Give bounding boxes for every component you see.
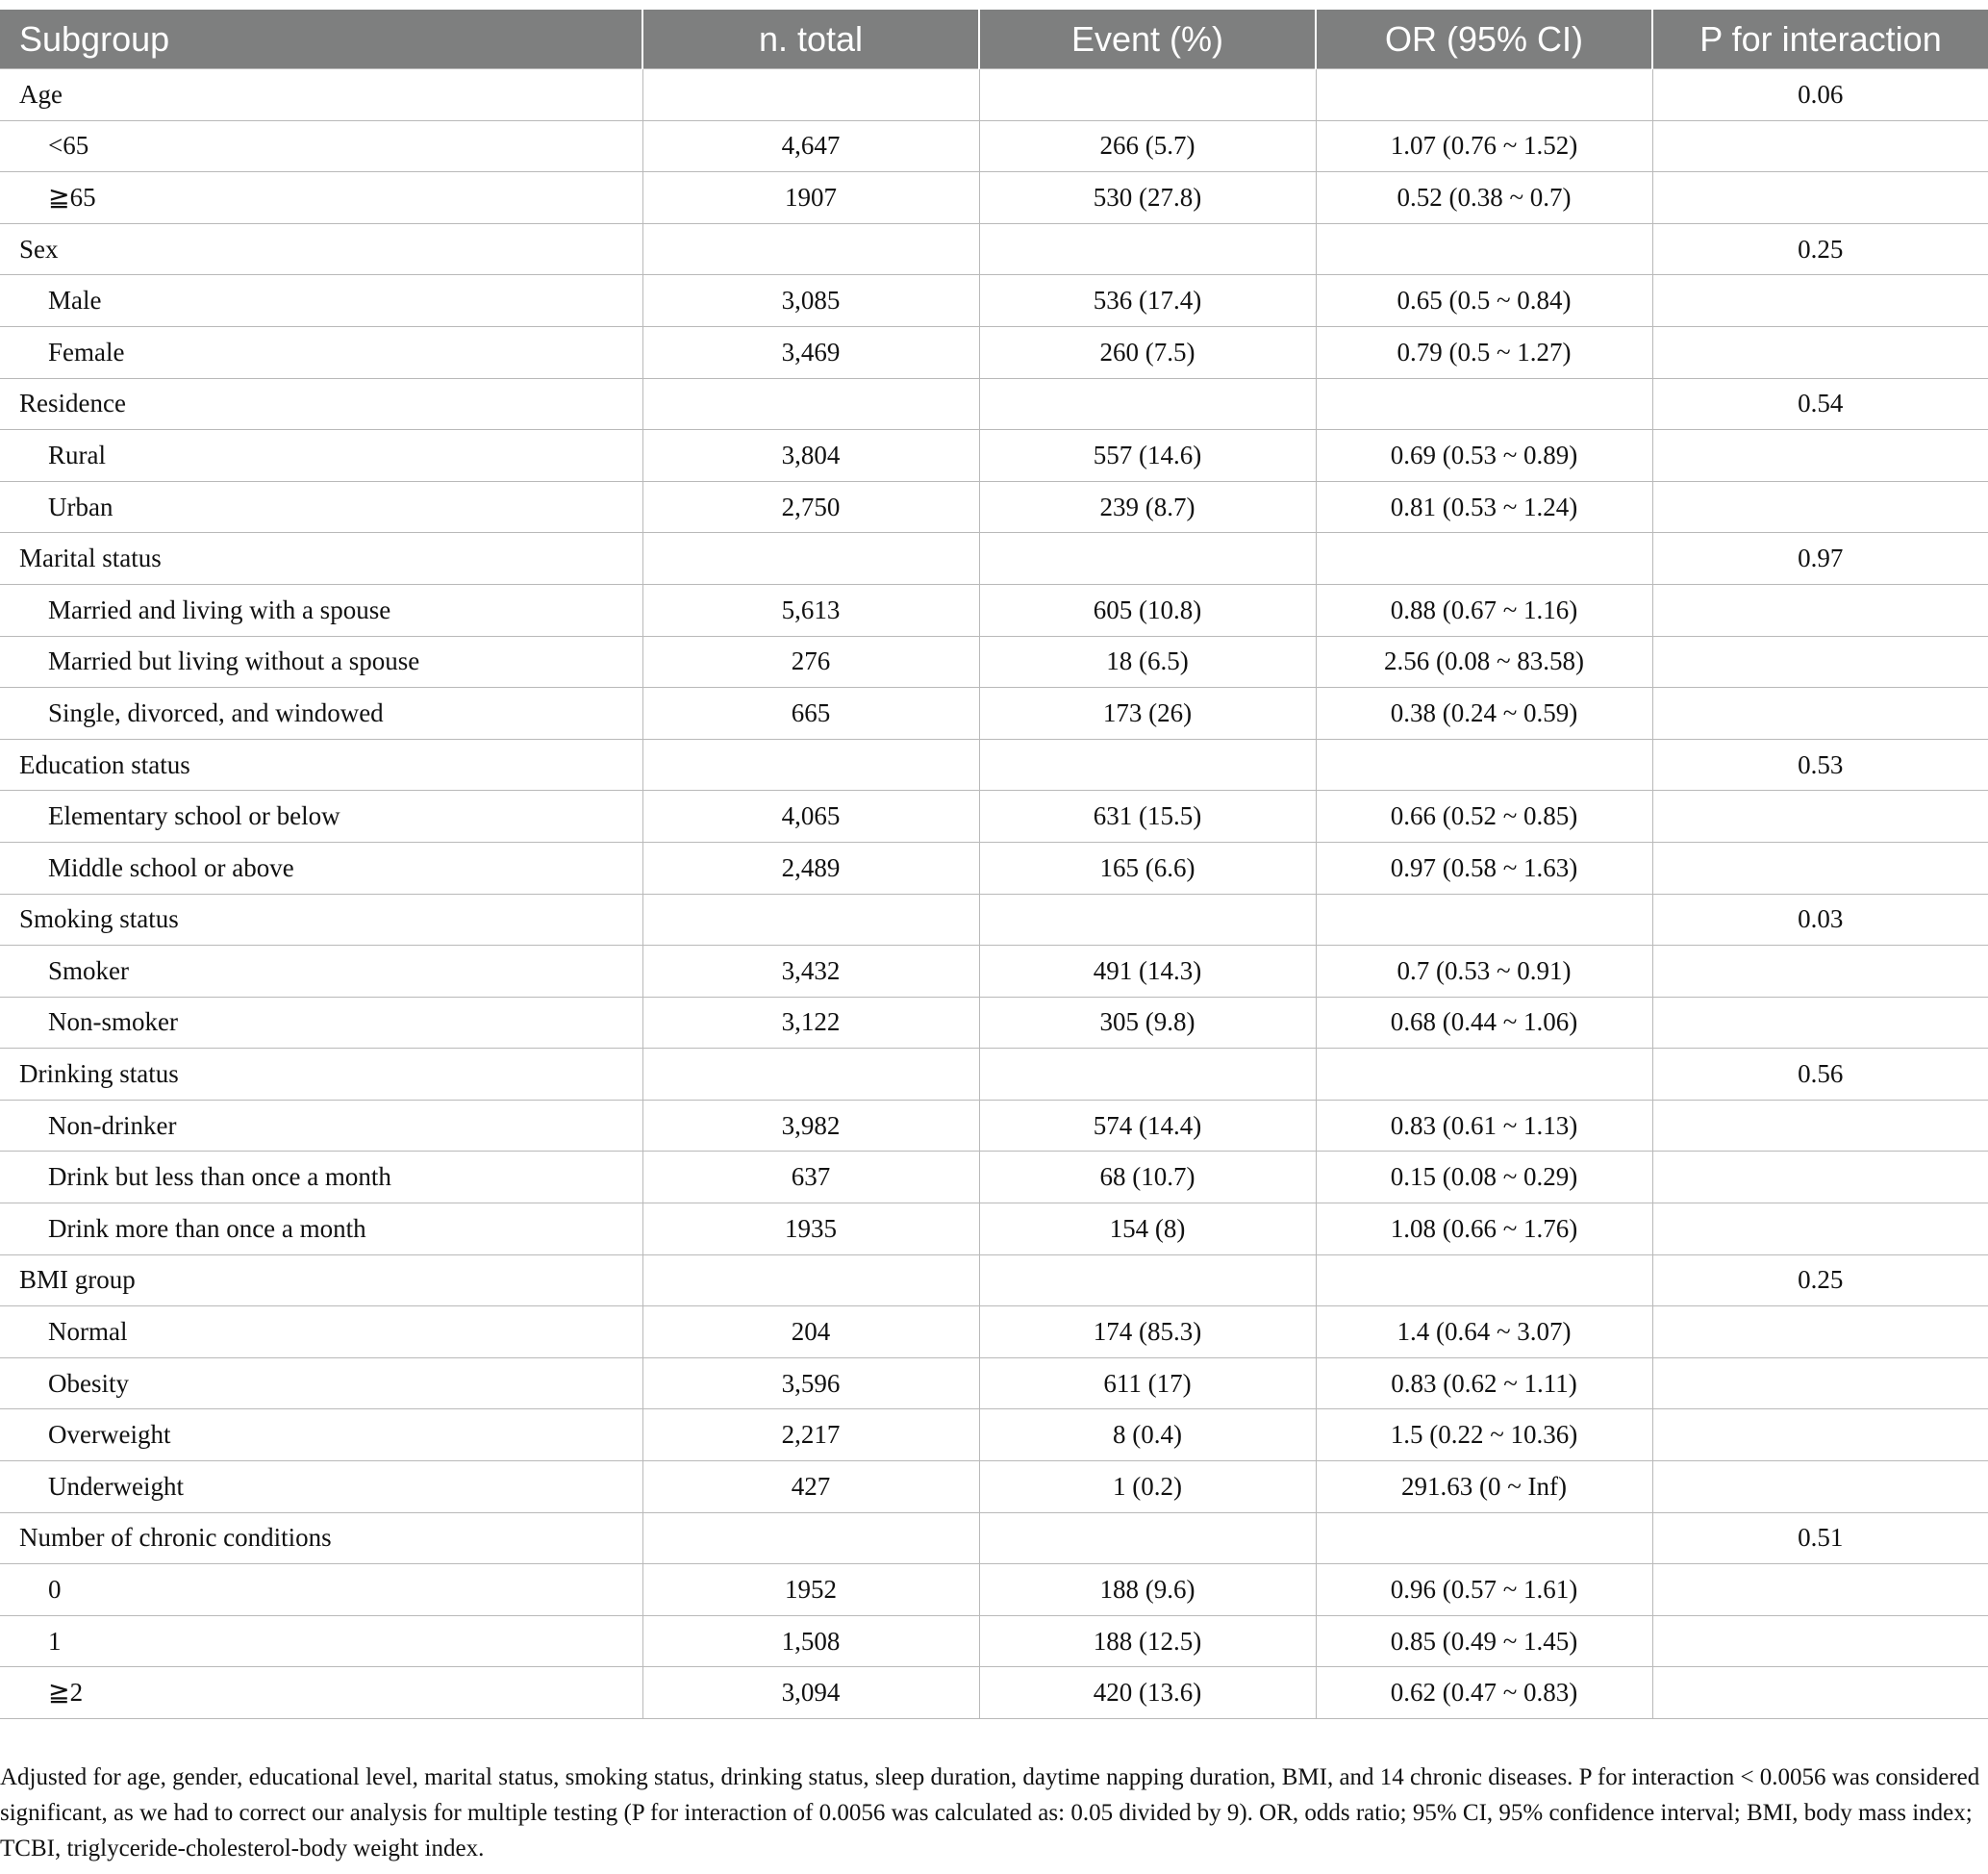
event-cell: 605 (10.8) bbox=[979, 584, 1316, 636]
n-total-cell: 2,217 bbox=[642, 1409, 979, 1461]
event-cell bbox=[979, 1254, 1316, 1306]
subgroup-row bbox=[0, 584, 1988, 636]
event-cell: 1 (0.2) bbox=[979, 1461, 1316, 1513]
p-interaction-cell: 0.25 bbox=[1652, 1254, 1988, 1306]
group-row bbox=[0, 1512, 1988, 1564]
subgroup-row bbox=[0, 1667, 1988, 1719]
subgroup-cell: Non-smoker bbox=[0, 997, 642, 1049]
event-cell: 611 (17) bbox=[979, 1357, 1316, 1409]
n-total-cell: 3,085 bbox=[642, 275, 979, 327]
subgroup-cell: Elementary school or below bbox=[0, 791, 642, 843]
or-ci-cell: 1.07 (0.76 ~ 1.52) bbox=[1316, 120, 1652, 172]
p-interaction-cell bbox=[1652, 1100, 1988, 1152]
p-interaction-cell bbox=[1652, 1152, 1988, 1203]
or-ci-cell: 2.56 (0.08 ~ 83.58) bbox=[1316, 636, 1652, 688]
event-cell: 536 (17.4) bbox=[979, 275, 1316, 327]
or-ci-cell: 0.81 (0.53 ~ 1.24) bbox=[1316, 481, 1652, 533]
subgroup-row bbox=[0, 481, 1988, 533]
subgroup-cell: Overweight bbox=[0, 1409, 642, 1461]
n-total-cell: 3,122 bbox=[642, 997, 979, 1049]
n-total-cell: 276 bbox=[642, 636, 979, 688]
event-cell: 8 (0.4) bbox=[979, 1409, 1316, 1461]
p-interaction-cell bbox=[1652, 997, 1988, 1049]
header-or-ci: OR (95% CI) bbox=[1316, 10, 1652, 69]
n-total-cell bbox=[642, 378, 979, 430]
subgroup-cell: Single, divorced, and windowed bbox=[0, 688, 642, 740]
event-cell: 174 (85.3) bbox=[979, 1306, 1316, 1358]
n-total-cell bbox=[642, 1049, 979, 1101]
p-interaction-cell bbox=[1652, 1306, 1988, 1358]
or-ci-cell: 0.83 (0.61 ~ 1.13) bbox=[1316, 1100, 1652, 1152]
event-cell: 530 (27.8) bbox=[979, 172, 1316, 224]
n-total-cell: 3,432 bbox=[642, 946, 979, 998]
event-cell: 305 (9.8) bbox=[979, 997, 1316, 1049]
subgroup-cell: Residence bbox=[0, 378, 642, 430]
n-total-cell bbox=[642, 739, 979, 791]
subgroup-cell: Underweight bbox=[0, 1461, 642, 1513]
p-interaction-cell bbox=[1652, 430, 1988, 482]
subgroup-row bbox=[0, 688, 1988, 740]
or-ci-cell: 0.83 (0.62 ~ 1.11) bbox=[1316, 1357, 1652, 1409]
or-ci-cell bbox=[1316, 1254, 1652, 1306]
subgroup-cell: Drink more than once a month bbox=[0, 1203, 642, 1255]
or-ci-cell: 0.69 (0.53 ~ 0.89) bbox=[1316, 430, 1652, 482]
event-cell bbox=[979, 1512, 1316, 1564]
or-ci-cell: 0.15 (0.08 ~ 0.29) bbox=[1316, 1152, 1652, 1203]
header-p-interaction: P for interaction bbox=[1652, 10, 1988, 69]
or-ci-cell: 0.65 (0.5 ~ 0.84) bbox=[1316, 275, 1652, 327]
n-total-cell: 2,750 bbox=[642, 481, 979, 533]
subgroup-cell: Non-drinker bbox=[0, 1100, 642, 1152]
or-ci-cell: 1.08 (0.66 ~ 1.76) bbox=[1316, 1203, 1652, 1255]
n-total-cell: 665 bbox=[642, 688, 979, 740]
or-ci-cell: 0.62 (0.47 ~ 0.83) bbox=[1316, 1667, 1652, 1719]
or-ci-cell: 0.38 (0.24 ~ 0.59) bbox=[1316, 688, 1652, 740]
subgroup-cell: Drinking status bbox=[0, 1049, 642, 1101]
subgroup-analysis-table-container bbox=[0, 10, 1988, 1719]
subgroup-cell: Drink but less than once a month bbox=[0, 1152, 642, 1203]
group-row bbox=[0, 894, 1988, 946]
subgroup-row bbox=[0, 946, 1988, 998]
subgroup-row bbox=[0, 172, 1988, 224]
subgroup-cell: BMI group bbox=[0, 1254, 642, 1306]
or-ci-cell: 0.96 (0.57 ~ 1.61) bbox=[1316, 1564, 1652, 1616]
p-interaction-cell bbox=[1652, 1564, 1988, 1616]
p-interaction-cell bbox=[1652, 1667, 1988, 1719]
event-cell: 188 (12.5) bbox=[979, 1615, 1316, 1667]
p-interaction-cell bbox=[1652, 275, 1988, 327]
subgroup-cell: Age bbox=[0, 69, 642, 121]
table-footnote: Adjusted for age, gender, educational level, marital status, smoking status, drinking status, sleep duration, daytime napping duration, BMI, and 14 chronic diseases. P for interaction < 0.0056 was considered significant, as we had to correct our analysis for multiple testing (P for interaction of 0.0056 was calculated as: 0.05 divided by 9). OR, odds ratio; 95% CI, 95% confidence interval; BMI, body mass index; TCBI, triglyceride-cholesterol-body weight index. bbox=[0, 1764, 1980, 1861]
or-ci-cell: 1.5 (0.22 ~ 10.36) bbox=[1316, 1409, 1652, 1461]
p-interaction-cell bbox=[1652, 688, 1988, 740]
n-total-cell bbox=[642, 223, 979, 275]
or-ci-cell: 1.4 (0.64 ~ 3.07) bbox=[1316, 1306, 1652, 1358]
header-row bbox=[0, 10, 1988, 69]
p-interaction-cell: 0.97 bbox=[1652, 533, 1988, 585]
p-interaction-cell: 0.06 bbox=[1652, 69, 1988, 121]
p-interaction-cell: 0.56 bbox=[1652, 1049, 1988, 1101]
event-cell bbox=[979, 223, 1316, 275]
group-row bbox=[0, 378, 1988, 430]
header-event-percent: Event (%) bbox=[979, 10, 1316, 69]
group-row bbox=[0, 1049, 1988, 1101]
subgroup-cell: Urban bbox=[0, 481, 642, 533]
subgroup-cell: ≧2 bbox=[0, 1667, 642, 1719]
event-cell: 491 (14.3) bbox=[979, 946, 1316, 998]
group-row bbox=[0, 533, 1988, 585]
n-total-cell: 1,508 bbox=[642, 1615, 979, 1667]
table-body bbox=[0, 69, 1988, 1719]
n-total-cell: 3,469 bbox=[642, 326, 979, 378]
event-cell: 266 (5.7) bbox=[979, 120, 1316, 172]
p-interaction-cell: 0.25 bbox=[1652, 223, 1988, 275]
subgroup-row bbox=[0, 1357, 1988, 1409]
p-interaction-cell bbox=[1652, 1203, 1988, 1255]
table-header bbox=[0, 10, 1988, 69]
n-total-cell bbox=[642, 69, 979, 121]
subgroup-cell: Female bbox=[0, 326, 642, 378]
p-interaction-cell bbox=[1652, 584, 1988, 636]
subgroup-cell: 0 bbox=[0, 1564, 642, 1616]
subgroup-cell: Married and living with a spouse bbox=[0, 584, 642, 636]
n-total-cell: 1935 bbox=[642, 1203, 979, 1255]
subgroup-row bbox=[0, 997, 1988, 1049]
or-ci-cell: 0.52 (0.38 ~ 0.7) bbox=[1316, 172, 1652, 224]
n-total-cell bbox=[642, 1512, 979, 1564]
event-cell bbox=[979, 533, 1316, 585]
p-interaction-cell bbox=[1652, 1357, 1988, 1409]
subgroup-row bbox=[0, 430, 1988, 482]
p-interaction-cell bbox=[1652, 636, 1988, 688]
n-total-cell: 3,982 bbox=[642, 1100, 979, 1152]
or-ci-cell bbox=[1316, 894, 1652, 946]
subgroup-row bbox=[0, 1100, 1988, 1152]
or-ci-cell bbox=[1316, 1512, 1652, 1564]
subgroup-row bbox=[0, 120, 1988, 172]
subgroup-cell: Normal bbox=[0, 1306, 642, 1358]
or-ci-cell: 0.7 (0.53 ~ 0.91) bbox=[1316, 946, 1652, 998]
n-total-cell: 4,647 bbox=[642, 120, 979, 172]
p-interaction-cell: 0.51 bbox=[1652, 1512, 1988, 1564]
p-interaction-cell: 0.53 bbox=[1652, 739, 1988, 791]
or-ci-cell bbox=[1316, 739, 1652, 791]
group-row bbox=[0, 223, 1988, 275]
or-ci-cell bbox=[1316, 1049, 1652, 1101]
subgroup-cell: 1 bbox=[0, 1615, 642, 1667]
or-ci-cell: 0.79 (0.5 ~ 1.27) bbox=[1316, 326, 1652, 378]
subgroup-row bbox=[0, 1152, 1988, 1203]
n-total-cell bbox=[642, 894, 979, 946]
event-cell bbox=[979, 378, 1316, 430]
group-row bbox=[0, 69, 1988, 121]
header-n-total: n. total bbox=[642, 10, 979, 69]
event-cell bbox=[979, 1049, 1316, 1101]
n-total-cell: 1907 bbox=[642, 172, 979, 224]
subgroup-cell: Middle school or above bbox=[0, 842, 642, 894]
event-cell: 154 (8) bbox=[979, 1203, 1316, 1255]
group-row bbox=[0, 1254, 1988, 1306]
n-total-cell bbox=[642, 1254, 979, 1306]
or-ci-cell bbox=[1316, 223, 1652, 275]
event-cell: 188 (9.6) bbox=[979, 1564, 1316, 1616]
or-ci-cell: 0.68 (0.44 ~ 1.06) bbox=[1316, 997, 1652, 1049]
event-cell: 574 (14.4) bbox=[979, 1100, 1316, 1152]
p-interaction-cell bbox=[1652, 481, 1988, 533]
p-interaction-cell bbox=[1652, 946, 1988, 998]
subgroup-row bbox=[0, 842, 1988, 894]
event-cell: 260 (7.5) bbox=[979, 326, 1316, 378]
p-interaction-cell bbox=[1652, 842, 1988, 894]
p-interaction-cell bbox=[1652, 1461, 1988, 1513]
p-interaction-cell bbox=[1652, 172, 1988, 224]
subgroup-cell: Married but living without a spouse bbox=[0, 636, 642, 688]
subgroup-row bbox=[0, 636, 1988, 688]
p-interaction-cell bbox=[1652, 120, 1988, 172]
subgroup-cell: Male bbox=[0, 275, 642, 327]
p-interaction-cell bbox=[1652, 1409, 1988, 1461]
subgroup-cell: ≧65 bbox=[0, 172, 642, 224]
event-cell bbox=[979, 894, 1316, 946]
subgroup-cell: <65 bbox=[0, 120, 642, 172]
subgroup-row bbox=[0, 275, 1988, 327]
n-total-cell: 3,094 bbox=[642, 1667, 979, 1719]
n-total-cell bbox=[642, 533, 979, 585]
event-cell: 18 (6.5) bbox=[979, 636, 1316, 688]
subgroup-cell: Rural bbox=[0, 430, 642, 482]
p-interaction-cell bbox=[1652, 326, 1988, 378]
or-ci-cell: 0.66 (0.52 ~ 0.85) bbox=[1316, 791, 1652, 843]
or-ci-cell: 0.85 (0.49 ~ 1.45) bbox=[1316, 1615, 1652, 1667]
subgroup-cell: Sex bbox=[0, 223, 642, 275]
p-interaction-cell: 0.54 bbox=[1652, 378, 1988, 430]
or-ci-cell: 0.97 (0.58 ~ 1.63) bbox=[1316, 842, 1652, 894]
event-cell: 68 (10.7) bbox=[979, 1152, 1316, 1203]
n-total-cell: 4,065 bbox=[642, 791, 979, 843]
event-cell: 239 (8.7) bbox=[979, 481, 1316, 533]
event-cell: 173 (26) bbox=[979, 688, 1316, 740]
n-total-cell: 204 bbox=[642, 1306, 979, 1358]
subgroup-row bbox=[0, 326, 1988, 378]
or-ci-cell bbox=[1316, 378, 1652, 430]
event-cell: 557 (14.6) bbox=[979, 430, 1316, 482]
subgroup-cell: Education status bbox=[0, 739, 642, 791]
p-interaction-cell bbox=[1652, 791, 1988, 843]
n-total-cell: 5,613 bbox=[642, 584, 979, 636]
subgroup-cell: Smoking status bbox=[0, 894, 642, 946]
or-ci-cell bbox=[1316, 69, 1652, 121]
p-interaction-cell: 0.03 bbox=[1652, 894, 1988, 946]
subgroup-cell: Obesity bbox=[0, 1357, 642, 1409]
n-total-cell: 1952 bbox=[642, 1564, 979, 1616]
subgroup-row bbox=[0, 1306, 1988, 1358]
subgroup-row bbox=[0, 1203, 1988, 1255]
subgroup-row bbox=[0, 791, 1988, 843]
subgroup-row bbox=[0, 1564, 1988, 1616]
n-total-cell: 3,596 bbox=[642, 1357, 979, 1409]
event-cell: 165 (6.6) bbox=[979, 842, 1316, 894]
subgroup-cell: Smoker bbox=[0, 946, 642, 998]
subgroup-cell: Number of chronic conditions bbox=[0, 1512, 642, 1564]
group-row bbox=[0, 739, 1988, 791]
n-total-cell: 637 bbox=[642, 1152, 979, 1203]
p-interaction-cell bbox=[1652, 1615, 1988, 1667]
subgroup-row bbox=[0, 1461, 1988, 1513]
n-total-cell: 427 bbox=[642, 1461, 979, 1513]
subgroup-row bbox=[0, 1615, 1988, 1667]
event-cell: 631 (15.5) bbox=[979, 791, 1316, 843]
subgroup-row bbox=[0, 1409, 1988, 1461]
or-ci-cell bbox=[1316, 533, 1652, 585]
subgroup-analysis-table bbox=[0, 10, 1988, 1719]
event-cell bbox=[979, 69, 1316, 121]
subgroup-cell: Marital status bbox=[0, 533, 642, 585]
or-ci-cell: 291.63 (0 ~ Inf) bbox=[1316, 1461, 1652, 1513]
event-cell bbox=[979, 739, 1316, 791]
header-subgroup: Subgroup bbox=[0, 10, 642, 69]
or-ci-cell: 0.88 (0.67 ~ 1.16) bbox=[1316, 584, 1652, 636]
n-total-cell: 3,804 bbox=[642, 430, 979, 482]
event-cell: 420 (13.6) bbox=[979, 1667, 1316, 1719]
n-total-cell: 2,489 bbox=[642, 842, 979, 894]
